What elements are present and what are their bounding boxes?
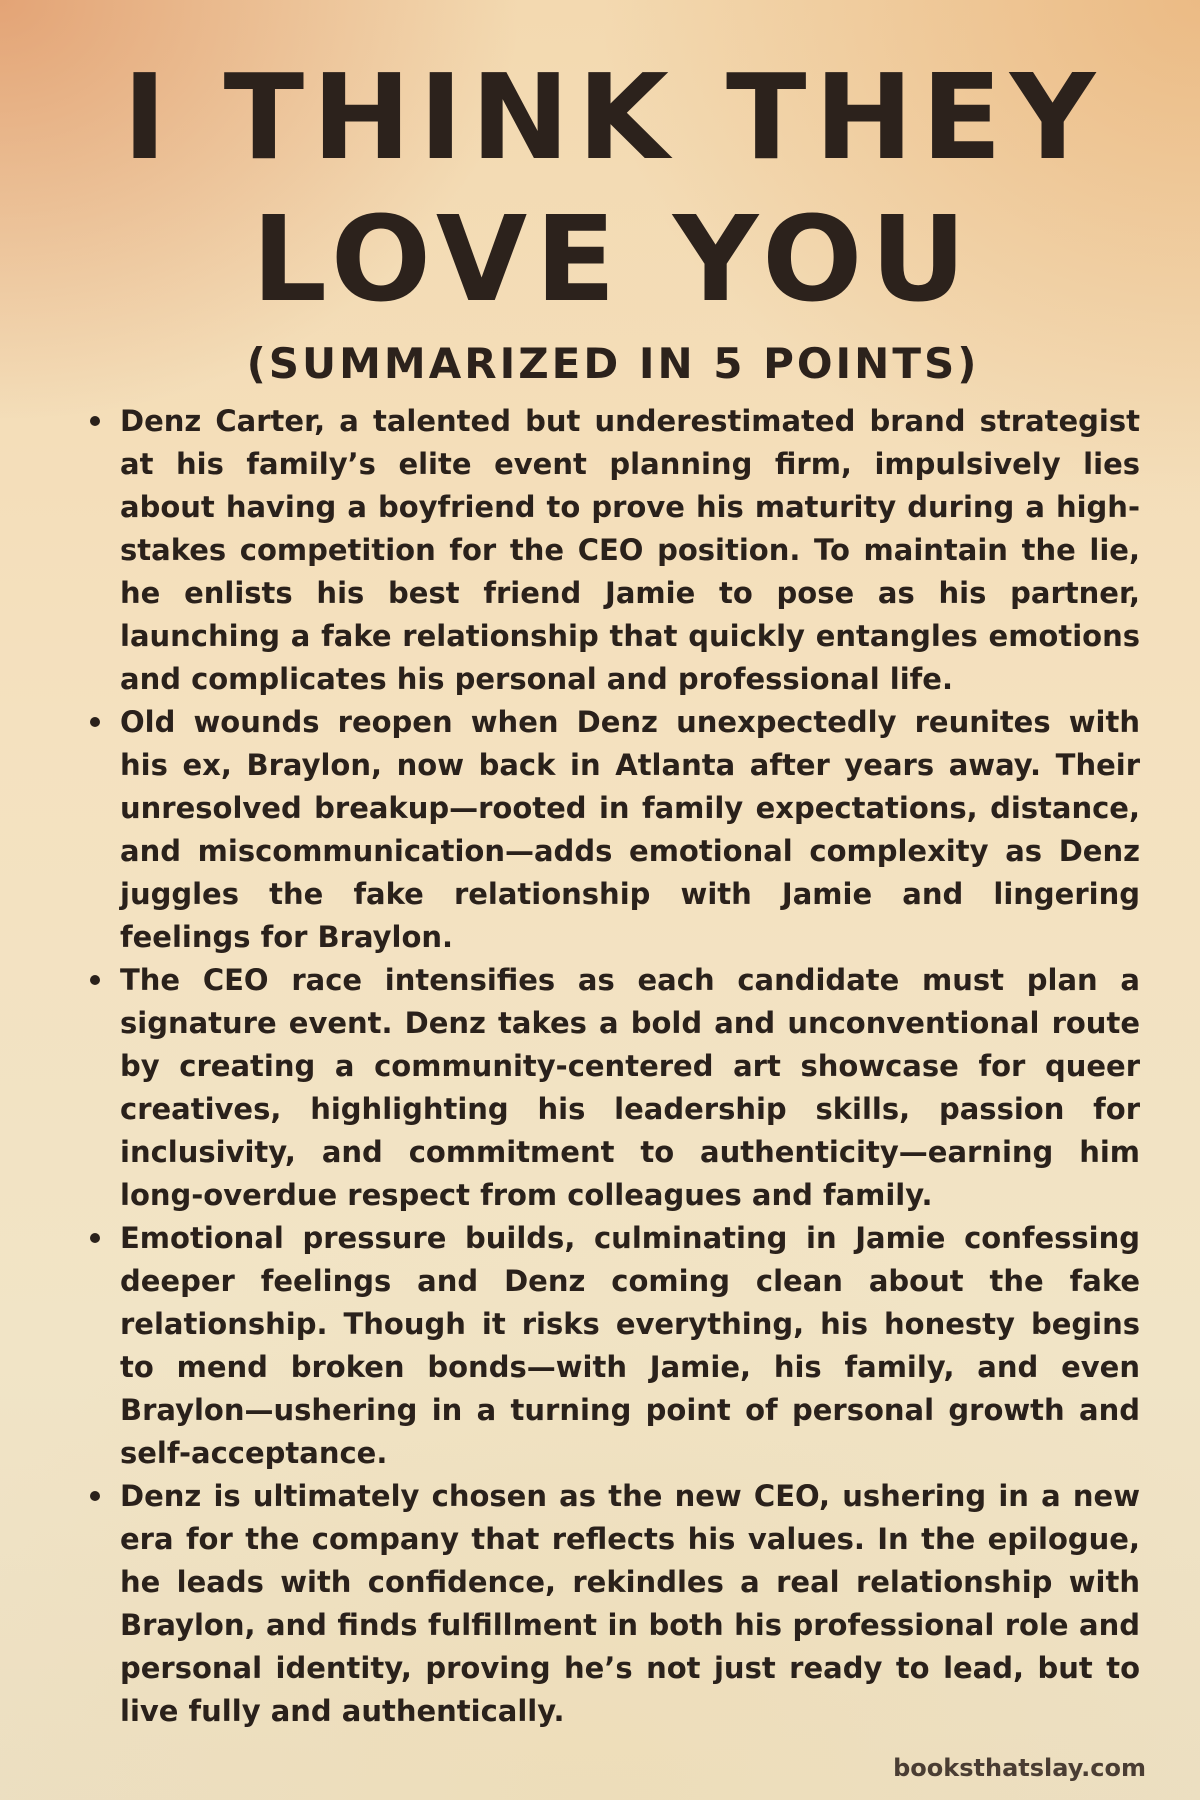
summary-point-text: Old wounds reopen when Denz unexpectedly reunites with his ex, Braylon, now back in Atlanta after years away. Their unresolved breakup—rooted in family expectations, distance, and miscommunication—adds emotional complexity as Denz juggles the fake relationship with Jamie and lingering feelings for Braylon.	[120, 705, 1140, 954]
summary-point-5	[86, 1475, 1140, 1733]
site-credit: booksthatslay.com	[893, 1754, 1146, 1782]
bullet-icon	[90, 416, 100, 426]
bullet-icon	[90, 1491, 100, 1501]
book-title-line-1: I THINK THEY	[122, 48, 1104, 186]
summary-point-text: Denz Carter, a talented but underestimated brand strategist at his family’s elite event planning firm, impulsively lies about having a boyfriend to prove his maturity during a high-stakes competition for the CEO position. To maintain the lie, he enlists his best friend Jamie to pose as his partner, launching a fake relationship that quickly entangles emotions and complicates his personal and professional life.	[120, 404, 1140, 696]
bullet-icon	[90, 975, 100, 985]
summary-point-4	[86, 1217, 1140, 1475]
summary-points-list	[86, 400, 1140, 1733]
book-title-line-2: LOVE YOU	[251, 190, 975, 328]
bullet-icon	[90, 1233, 100, 1243]
bullet-icon	[90, 717, 100, 727]
subtitle: (SUMMARIZED IN 5 POINTS)	[246, 339, 980, 388]
summary-point-text: The CEO race intensifies as each candidate must plan a signature event. Denz takes a bold and unconventional route by creating a community-centered art showcase for queer creatives, highlighting his leadership skills, passion for inclusivity, and commitment to authenticity—earning him long-overdue respect from colleagues and family.	[120, 963, 1140, 1212]
summary-point-3	[86, 959, 1140, 1217]
summary-point-1	[86, 400, 1140, 701]
summary-point-text: Emotional pressure builds, culminating in Jamie confessing deeper feelings and Denz coming clean about the fake relationship. Though it risks everything, his honesty begins to mend broken bonds—with Jamie, his family, and even Braylon—ushering in a turning point of personal growth and self-acceptance.	[120, 1221, 1140, 1470]
summary-point-text: Denz is ultimately chosen as the new CEO, ushering in a new era for the company that reflects his values. In the epilogue, he leads with confidence, rekindles a real relationship with Braylon, and finds fulfillment in both his professional role and personal identity, proving he’s not just ready to lead, but to live fully and authentically.	[120, 1479, 1140, 1728]
book-title	[86, 40, 1140, 330]
summary-point-2	[86, 701, 1140, 959]
